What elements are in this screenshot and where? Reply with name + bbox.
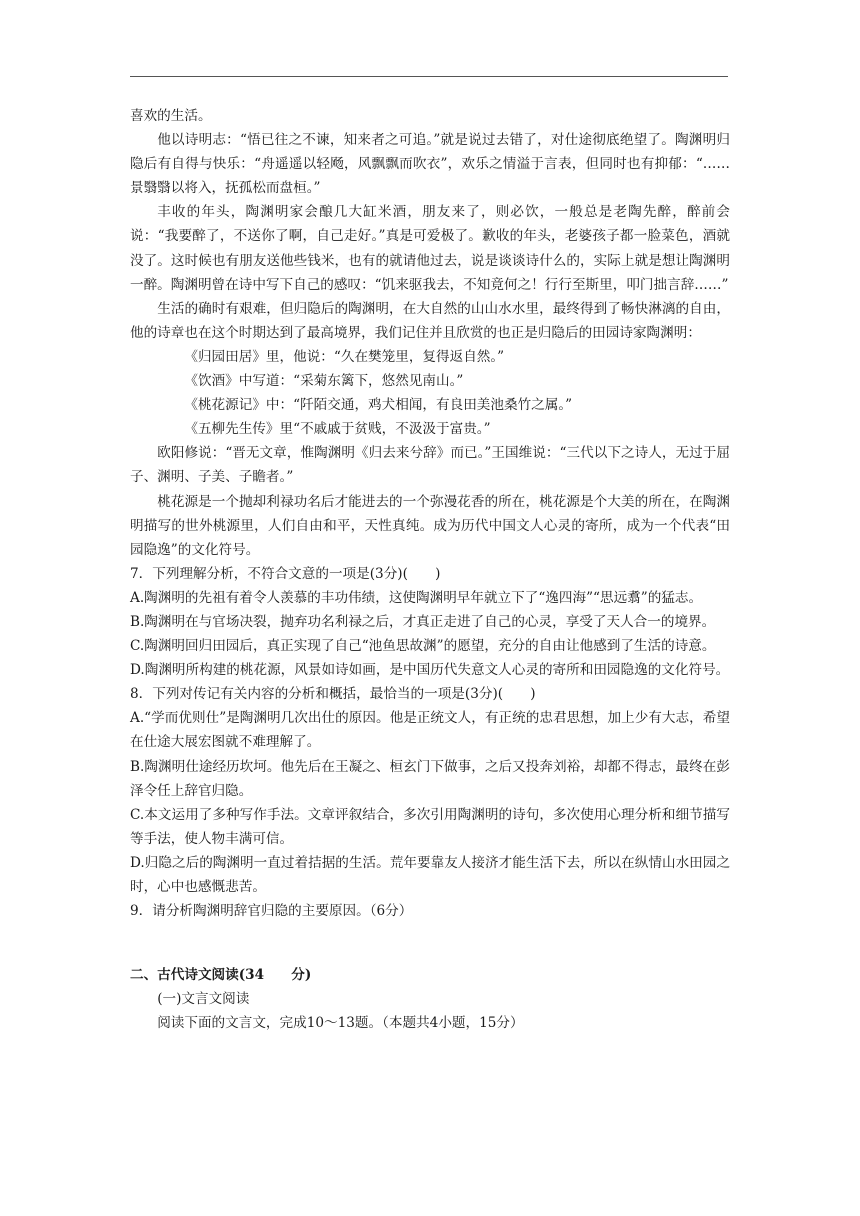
paragraph: 他以诗明志：“悟已往之不谏，知来者之可追。”就是说过去错了，对仕途彻底绝望了。陶渊明归隐后有自得与快乐：“舟遥遥以轻飏，风飘飘而吹衣”，欢乐之情溢于言表，但同时也有抑郁：“……景翳翳以将入，抚孤松而盘桓。” — [130, 132, 730, 197]
section-title: 二、古代诗文阅读(34 分) — [130, 967, 312, 984]
quote-line: 《五柳先生传》里“不戚戚于贫贱，不汲汲于富贵。” — [184, 421, 491, 438]
section-instruction: 阅读下面的文言文，完成10～13题。（本题共4小题，15分） — [157, 1015, 524, 1032]
paragraph: 桃花源是一个抛却利禄功名后才能进去的一个弥漫花香的所在，桃花源是个大美的所在，在陶渊明描写的世外桃源里，人们自由和平，天性真纯。成为历代中国文人心灵的寄所，成为一个代表“田园隐逸”的文化符号。 — [130, 493, 730, 558]
option-8b: B.陶渊明仕途经历坎坷。他先后在王凝之、桓玄门下做事，之后又投奔刘裕，却都不得志，最终在彭泽令任上辞官归隐。 — [130, 758, 730, 799]
quote-line: 《桃花源记》中：“阡陌交通，鸡犬相闻，有良田美池桑竹之属。” — [184, 397, 573, 414]
option-8d: D.归隐之后的陶渊明一直过着拮据的生活。荒年要靠友人接济才能生活下去，所以在纵情山水田园之时，心中也感慨悲苦。 — [130, 854, 730, 895]
paragraph: 欧阳修说：“晋无文章，惟陶渊明《归去来兮辞》而已。”王国维说：“三代以下之诗人，无过于屈子、渊明、子美、子瞻者。” — [130, 445, 730, 486]
option-7c: C.陶渊明回归田园后，真正实现了自己“池鱼思故渊”的愿望，充分的自由让他感到了生活的诗意。 — [130, 638, 716, 655]
paragraph: 丰收的年头，陶渊明家会酿几大缸米酒，朋友来了，则必饮，一般总是老陶先醉，醉前会说：“我要醉了，不送你了啊，自己走好。”真是可爱极了。歉收的年头，老婆孩子都一脸菜色，酒就没了。这时候也有朋友送他些钱米，也有的就请他过去，说是谈谈诗什么的，实际上就是想让陶渊明一醉。陶渊明曾在诗中写下自己的感叹：“饥来驱我去，不知竟何之！行行至斯里，叩门拙言辞……” — [130, 204, 730, 293]
question-9: 9．请分析陶渊明辞官归隐的主要原因。（6分） — [130, 903, 413, 920]
quote-line: 《饮酒》中写道：“采菊东篱下，悠然见南山。” — [184, 373, 464, 390]
header-rule — [130, 76, 728, 77]
question-8: 8．下列对传记有关内容的分析和概括，最恰当的一项是(3分)( ) — [130, 686, 536, 703]
option-8c: C.本文运用了多种写作手法。文章评叙结合，多次引用陶渊明的诗句，多次使用心理分析和细节描写等手法，使人物丰满可信。 — [130, 806, 730, 847]
option-7a: A.陶渊明的先祖有着令人羡慕的丰功伟绩，这使陶渊明早年就立下了“逸四海”“思远翥”的猛志。 — [130, 589, 703, 606]
paragraph: 喜欢的生活。 — [130, 108, 212, 124]
document-body — [130, 104, 730, 1035]
paragraph: 生活的确时有艰难，但归隐后的陶渊明，在大自然的山山水水里，最终得到了畅快淋漓的自由，他的诗章也在这个时期达到了最高境界，我们记住并且欣赏的也正是归隐后的田园诗家陶渊明： — [130, 300, 730, 341]
question-7: 7．下列理解分析，不符合文意的一项是(3分)( ) — [130, 565, 441, 582]
option-8a: A.“学而优则仕”是陶渊明几次出仕的原因。他是正统文人，有正统的忠君思想，加上少有大志，希望在仕途大展宏图就不难理解了。 — [130, 710, 730, 751]
quote-line: 《归园田居》里，他说：“久在樊笼里，复得返自然。” — [184, 348, 505, 365]
section-subtitle: (一)文言文阅读 — [157, 991, 250, 1008]
option-7d: D.陶渊明所构建的桃花源，风景如诗如画，是中国历代失意文人心灵的寄所和田园隐逸的文化符号。 — [130, 662, 730, 679]
option-7b: B.陶渊明在与官场决裂，抛弃功名利禄之后，才真正走进了自己的心灵，享受了天人合一的境界。 — [130, 613, 716, 630]
